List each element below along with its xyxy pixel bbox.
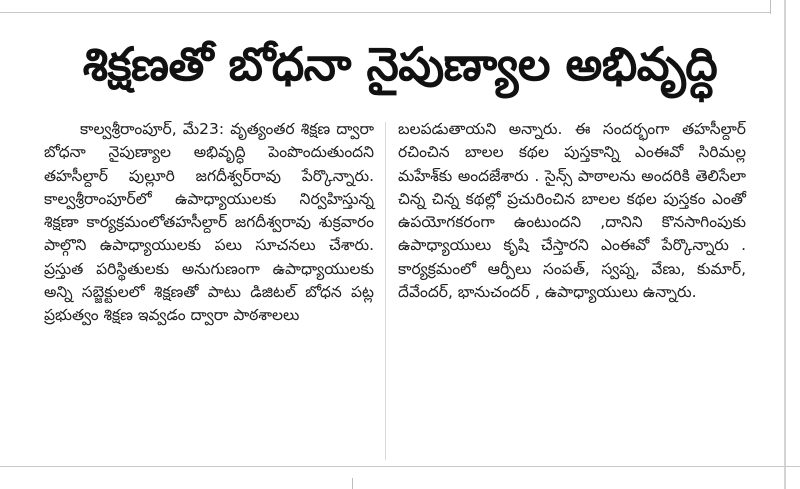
article-paragraph-left: కాల్వశ్రీరాంపూర్, మే23: వృత్యంతర శిక్షణ ద్వారా బోధనా నైపుణ్యాల అభివృద్ధి పెంపొందుతుందని తహసీల్దార్ పుల్లూరి జగదీశ్వర్‌రావు పేర్కొన్నారు. కాల్వశ్రీరాంపూర్‌లో ఉపాధ్యాయులకు నిర్వహిస్తున్న శిక్షణా కార్యక్రమంలోతహసీల్దార్ జగదీశ్వరావు శుక్రవారం పాల్గొని ఉపాధ్యాయులకు పలు సూచనలు చేశారు. ప్రస్తుత పరిస్థితులకు అనుగుణంగా ఉపాధ్యాయులకు అన్ని సబ్జెక్టులలో శిక్షణతో పాటు డిజిటల్ బోధన పట్ల ప్రభుత్వం శిక్షణ ఇవ్వడం ద్వారా పాఠశాలలు	[44, 120, 374, 325]
article-column-left	[44, 118, 374, 328]
article-paragraph-right: బలపడుతాయని అన్నారు. ఈ సందర్భంగా తహసీల్దార్ రచించిన బాలల కథల పుస్తకాన్ని ఎంఈవో సిరిమల్ల మహేశ్‌కు అందజేశారు . సైన్స్ పాఠాలను అందరికి తెలిసేలా చిన్న చిన్న కథల్లో ప్రచురించిన బాలల కథల పుస్తకం ఎంతో ఉపయోగకరంగా ఉంటుందని ,దానిని కొనసాగింపుకు ఉపాధ్యాయులు కృషి చేస్తారని ఎంఈవో పేర్కొన్నారు . కార్యక్రమంలో ఆర్పీలు సంపత్, స్వప్న, వేణు, కుమార్, దేవేందర్, భానుచందర్ , ఉపాధ్యాయులు ఉన్నారు.	[398, 120, 746, 302]
top-border-rule	[0, 12, 770, 13]
bottom-center-tick	[352, 478, 353, 489]
right-border-rule	[784, 0, 786, 489]
headline: శిక్షణతో బోధనా నైపుణ్యాల అభివృద్ధి	[82, 37, 718, 91]
bottom-border-rule	[0, 466, 800, 467]
article-column-right	[398, 118, 746, 304]
top-corner-tick	[770, 0, 771, 14]
column-divider	[385, 122, 386, 460]
